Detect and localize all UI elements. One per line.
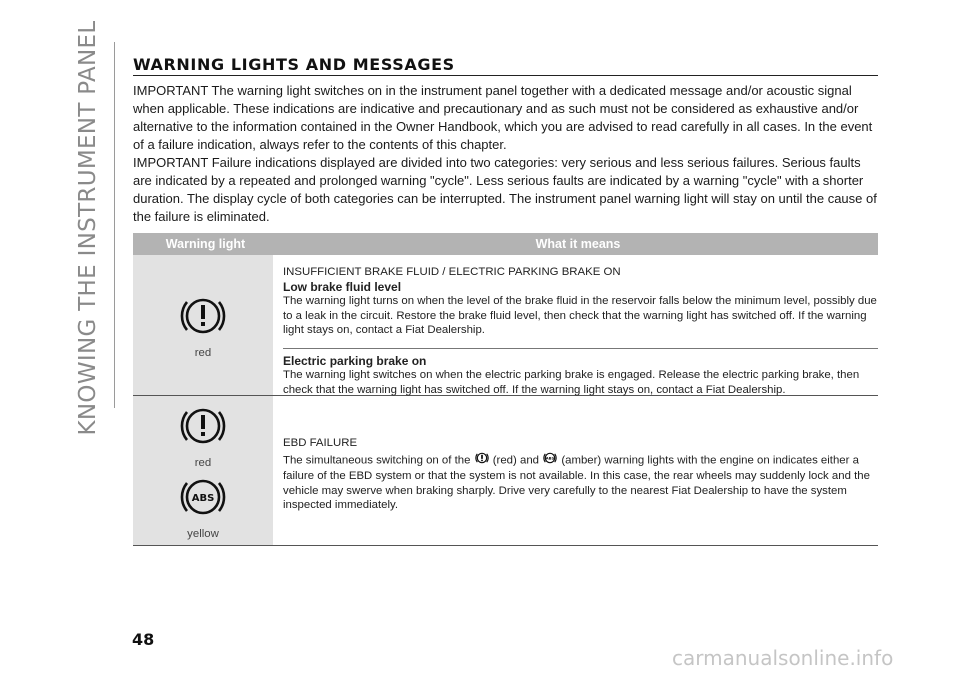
table-row-brake bbox=[133, 255, 878, 396]
table-header bbox=[133, 233, 878, 255]
sub-divider bbox=[283, 348, 878, 349]
intro-paragraph-2: IMPORTANT Failure indications displayed are divided into two categories: very serious and less serious failures. Serious faults are indicated by a repeated and prolonged warning "cycle". Less serious faults are indicated by a warning "cycle" with a shorter duration. The display cycle of both categories can be interrupted. The instrument panel warning light will stay on until the cause of the failure is eliminated. bbox=[133, 155, 877, 224]
title-divider bbox=[133, 75, 878, 76]
subheading-parking-brake: Electric parking brake on bbox=[283, 353, 427, 368]
page-number: 48 bbox=[132, 630, 155, 649]
warning-lights-table bbox=[133, 233, 878, 546]
text-ebd-part-a: The simultaneous switching on of the bbox=[283, 453, 471, 466]
subheading-low-brake-fluid: Low brake fluid level bbox=[283, 279, 402, 294]
light-cell bbox=[133, 255, 273, 395]
header-what-it-means: What it means bbox=[535, 237, 621, 251]
intro-paragraph-1: IMPORTANT The warning light switches on in the instrument panel together with a dedicated message and/or acoustic signal when applicable. These indications are indicative and precautionary and as such must not be considered as exhaustive and/or alternative to the information contained in the Owner Handbook, which you are advised to read carefully in all cases. In the event of a failure indication, always refer to the contents of this chapter. bbox=[133, 83, 873, 152]
text-low-brake-fluid: The warning light turns on when the level of the brake fluid in the reservoir falls below the minimum level, possibly due to a leak in the circuit. Restore the brake fluid level, then check that the warning light has switched off. If the warning light stays on, contact a Fiat Dealership. bbox=[283, 295, 877, 336]
light-cell bbox=[133, 396, 273, 545]
text-ebd-part-b: (red) and bbox=[492, 453, 539, 466]
brake-warning-icon bbox=[178, 292, 228, 345]
side-tab-label: KNOWING THE INSTRUMENT PANEL bbox=[75, 20, 101, 436]
text-ebd-part-c: (amber) warning lights with the engine on indicates either a failure of the EBD system or that the system is not available. In this case, the rear wheels may suddenly lock and the vehicle may swerve when braking sharply. Drive very carefully to the nearest Fiat Dealership to have the system inspected immediately. bbox=[283, 453, 870, 511]
header-warning-light: Warning light bbox=[165, 237, 246, 251]
text-ebd-failure bbox=[283, 451, 878, 513]
row-heading: INSUFFICIENT BRAKE FLUID / ELECTRIC PARKING BRAKE ON bbox=[283, 266, 621, 278]
svg-text:ABS: ABS bbox=[191, 492, 215, 504]
section-title: WARNING LIGHTS AND MESSAGES bbox=[133, 55, 455, 74]
row-heading: EBD FAILURE bbox=[283, 437, 358, 449]
brake-warning-icon bbox=[474, 451, 490, 470]
light-color-label: yellow bbox=[187, 527, 219, 540]
abs-icon bbox=[178, 473, 228, 526]
watermark: carmanualsonline.info bbox=[672, 646, 894, 670]
light-color-label: red bbox=[194, 456, 212, 469]
side-divider bbox=[114, 42, 115, 408]
light-color-label: red bbox=[194, 346, 212, 359]
text-parking-brake: The warning light switches on when the electric parking brake is engaged. Release the electric parking brake, then check that the warning light has switched off. If the warning light stays on, contact a Fiat Dealership. bbox=[283, 369, 860, 396]
intro-text bbox=[133, 82, 881, 226]
description-cell bbox=[273, 396, 878, 545]
abs-icon bbox=[542, 451, 558, 470]
svg-text:ABS: ABS bbox=[545, 454, 555, 460]
table-row-ebd bbox=[133, 396, 878, 546]
brake-warning-icon bbox=[178, 402, 228, 455]
description-cell bbox=[273, 255, 878, 395]
